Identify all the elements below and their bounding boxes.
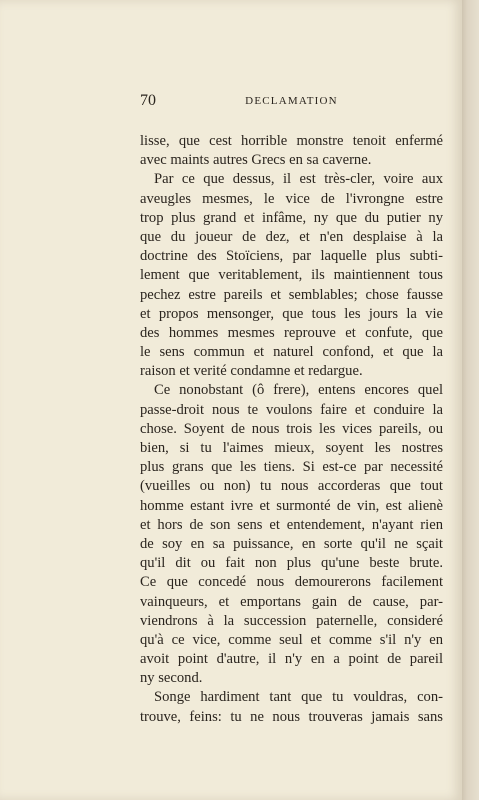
text-line: (vueilles ou non) tu nous accorderas que tout [140, 478, 443, 495]
body-text [140, 132, 443, 727]
text-line: raison et verité condamne et redargue. [140, 363, 363, 380]
text-line: Songe hardiment tant que tu vouldras, con- [154, 689, 443, 706]
text-line: passe-droit nous te voulons faire et conduire la [140, 401, 443, 418]
text-line: Ce nonobstant (ô frere), entens encores quel [154, 382, 443, 399]
text-line: qu'à ce vice, comme seul et comme s'il n'y en [140, 631, 443, 648]
running-head: DECLAMATION [245, 95, 338, 107]
text-line: lisse, que cest horrible monstre tenoit enfermé [140, 133, 443, 149]
text-line: chose. Soyent de nous trois les vices pareils, ou [140, 420, 443, 437]
page-number: 70 [140, 92, 156, 109]
text-line: avec maints autres Grecs en sa caverne. [140, 152, 372, 169]
text-line: que du joueur de dez, et n'en desplaise à la [140, 228, 443, 245]
text-line: de soy en sa puissance, en sorte qu'il ne sçait [140, 535, 443, 552]
text-line: vainqueurs, et emportans gain de cause, par- [140, 593, 443, 610]
text-line: ny second. [140, 670, 203, 687]
text-line: doctrine des Stoïciens, par laquelle plus subti- [140, 248, 443, 265]
text-line: plus grans que les tiens. Si est-ce par necessité [140, 459, 443, 476]
text-line: viendrons à la succession paternelle, consideré [140, 612, 443, 629]
text-line: trouve, feins: tu ne nous trouveras jamais sans [140, 708, 443, 725]
text-line: aveugles mesmes, le vice de l'ivrongne estre [140, 190, 443, 207]
text-line: qu'il dit ou fait non plus qu'une beste brute. [140, 555, 443, 572]
text-line: lement que veritablement, ils maintiennent tous [140, 267, 443, 284]
text-line: trop plus grand et infâme, ny que du putier ny [140, 209, 443, 226]
text-line: homme estant ivre et surmonté de vin, est alienè [140, 497, 443, 514]
page-header [140, 92, 443, 112]
text-line: Par ce que dessus, il est très-cler, voire aux [154, 171, 443, 188]
text-line: et propos mensonger, que tous les jours la vie [140, 305, 443, 322]
text-line: le sens commun et naturel confond, et que la [140, 344, 443, 361]
text-line: et hors de son sens et entendement, n'ayant rien [140, 516, 443, 533]
text-line: avoit point d'autre, il n'y en a point de pareil [140, 651, 443, 668]
text-line: pechez estre pareils et semblables; chose fausse [140, 286, 443, 303]
text-line: Ce que concedé nous demourerons facilement [140, 574, 443, 591]
text-line: des hommes mesmes reprouve et confute, que [140, 324, 443, 341]
text-line: bien, si tu l'aimes mieux, soyent les nostres [140, 440, 443, 456]
page-edge [462, 0, 479, 800]
